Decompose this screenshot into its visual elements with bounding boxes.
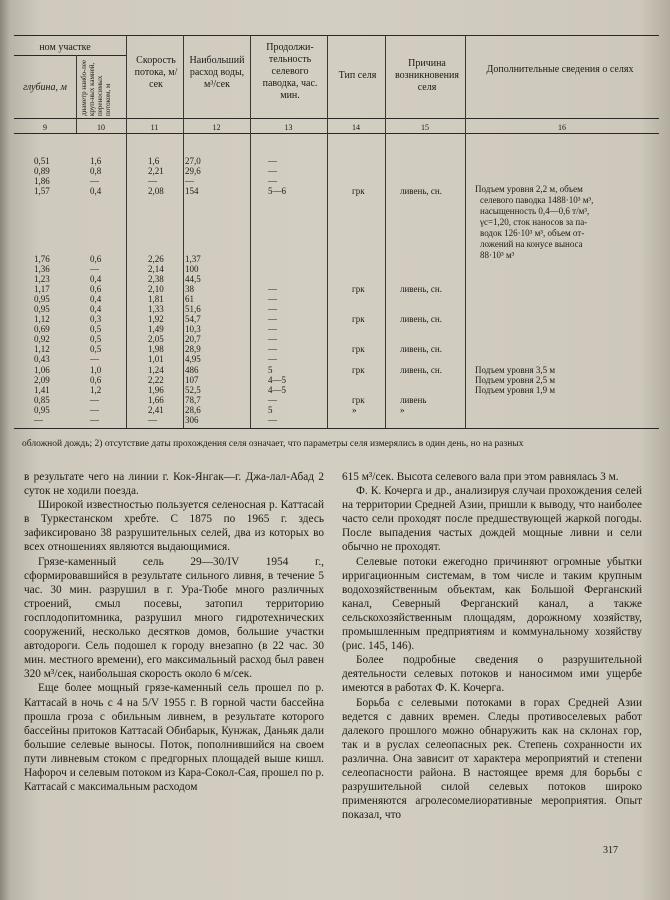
cell-duration: — <box>268 344 277 354</box>
left-column <box>24 470 324 794</box>
cell-cause: ливень, сн. <box>400 284 442 294</box>
cell-cause: » <box>400 405 405 415</box>
cell-type: грк <box>352 284 365 294</box>
cell-speed: 2,14 <box>148 264 164 274</box>
cell-stone-diameter: 0,6 <box>90 254 102 264</box>
table-row <box>0 274 670 284</box>
cell-stone-diameter: 0,4 <box>90 294 102 304</box>
cell-duration: — <box>268 304 277 314</box>
cell-stone-diameter: 0,5 <box>90 334 102 344</box>
cell-duration: 4—5 <box>268 385 286 395</box>
cell-depth: 1,23 <box>34 274 50 284</box>
cell-speed: 2,05 <box>148 334 164 344</box>
cell-speed: 2,26 <box>148 254 164 264</box>
cell-type: грк <box>352 314 365 324</box>
cell-discharge: — <box>185 176 194 186</box>
table-row <box>0 254 670 264</box>
cell-discharge: 4,95 <box>185 354 201 364</box>
cell-extra: Подъем уровня 1,9 м <box>475 385 556 395</box>
column-number: 13 <box>284 123 293 132</box>
column-number: 12 <box>212 123 221 132</box>
cell-discharge: 61 <box>185 294 194 304</box>
note-line: γс=1,20, сток наносов за па- <box>480 217 588 227</box>
cell-duration: — <box>268 324 277 334</box>
cell-depth: 1,12 <box>34 344 50 354</box>
note-line: насыщенность 0,4—0,6 т/м³, <box>480 206 590 216</box>
cell-depth: 1,06 <box>34 365 50 375</box>
cell-extra: Подъем уровня 2,5 м <box>475 375 556 385</box>
note-line: 88·10³ м³ <box>480 250 515 260</box>
cell-stone-diameter: 0,4 <box>90 186 102 196</box>
paragraph: Еще более мощный грязе-каменный сель прошел по р. Каттасай в ночь с 4 на 5/V 1955 г. В горной части бассейна прошла гроза с обильным ливнем, в результате которого бассейны притоков Каттасай Обибарык, Кунжак, Даньяк дали большие селевые выносы. Поток, пополнившийся на своем пути ливневым стоком с предгорных площадей выше кишл. Нафороч и селевым потоком из Кара-Сокол-Сая, прошел по р. Каттасай с максимальным расходом <box>24 682 324 794</box>
cell-stone-diameter: 0,8 <box>90 166 102 176</box>
table-row <box>0 395 670 405</box>
paragraph: Грязе-каменный сель 29—30/IV 1954 г., сформировавшийся в результате сильного ливня, в течение 5 час. 30 мин. разрушил в г. Ура-Тюбе много различных строений, смыл посевы, затопил территорию госплодопитомника, разрушил много гидротехнических сооружений, несколько десятков домов, большие участки автодороги. Сель подошел к городу внезапно (в 22 час. 30 мин. местного времени), его максимальный расход был равен 320 м³/сек, наибольшая скорость около 6 м/сек. <box>24 555 324 681</box>
cell-speed: 1,66 <box>148 395 164 405</box>
paragraph: Ф. К. Кочерга и др., анализируя случаи прохождения селей на территории Средней Азии, пришли к выводу, что наиболее часто сели проходят после предшествующей жаркой погоды. После выпадения частых дождей мощные ливни и сели обычно не проходят. <box>342 485 642 554</box>
right-column <box>342 470 642 822</box>
cell-stone-diameter: 0,5 <box>90 324 102 334</box>
cell-type: » <box>352 405 357 415</box>
cell-discharge: 38 <box>185 284 194 294</box>
cell-speed: 2,41 <box>148 405 164 415</box>
col-divider <box>76 55 77 133</box>
cell-cause: ливень, сн. <box>400 314 442 324</box>
cell-depth: 0,43 <box>34 354 50 364</box>
cell-duration: 5—6 <box>268 186 286 196</box>
note-line: водок 126·10³ м³, объем от- <box>480 228 585 238</box>
column-number: 16 <box>558 123 566 132</box>
cell-duration: 4—5 <box>268 375 286 385</box>
cell-duration: — <box>268 166 277 176</box>
cell-speed: 1,6 <box>148 156 160 166</box>
cell-depth: 0,92 <box>34 334 50 344</box>
cell-stone-diameter: 0,4 <box>90 274 102 284</box>
header-group: ном участке <box>39 42 91 53</box>
table-row <box>0 166 670 176</box>
table-bottom-rule <box>14 428 659 429</box>
paragraph: Широкой известностью пользуется селеносная р. Каттасай в Туркестанском хребте. С 1875 по 1965 г. здесь зафиксировано 38 разрушительных селей, два из которых во всех отношениях являются выдающимися. <box>24 499 324 554</box>
cell-stone-diameter: — <box>90 176 99 186</box>
cell-duration: — <box>268 354 277 364</box>
cell-speed: 1,33 <box>148 304 164 314</box>
cell-extra: Подъем уровня 3,5 м <box>475 365 556 375</box>
paragraph: в результате чего на линии г. Кок-Янгак—г. Джа-лал-Абад 2 суток не ходили поезда. <box>24 471 324 498</box>
cell-discharge: 78,7 <box>185 395 201 405</box>
cell-speed: 2,08 <box>148 186 164 196</box>
cell-depth: 1,86 <box>34 176 50 186</box>
table-row <box>0 415 670 425</box>
cell-speed: 1,49 <box>148 324 164 334</box>
table-row <box>0 344 670 354</box>
header-speed: Скорость потока, м/сек <box>134 55 178 90</box>
cell-type: грк <box>352 365 365 375</box>
cell-duration: 5 <box>268 365 273 375</box>
cell-stone-diameter: 0,6 <box>90 284 102 294</box>
cell-depth: 1,41 <box>34 385 50 395</box>
cell-depth: 0,85 <box>34 395 50 405</box>
cell-duration: — <box>268 156 277 166</box>
paragraph: Селевые потоки ежегодно причиняют огромные убытки ирригационным системам, в том числе и таким крупным водохозяйственным объектам, как Большой Ферганский канал, Северный Ферганский канал, а также сельскохозяйственным площадям, дорожному хозяйству, промышленным предприятиям и коммунальному хозяйству (рис. 145, 146). <box>342 555 642 653</box>
table-row <box>0 324 670 334</box>
cell-type: грк <box>352 186 365 196</box>
header-extra: Дополнительные сведения о селях <box>486 64 634 75</box>
cell-duration: — <box>268 395 277 405</box>
header-cause: Причина возникновения селя <box>395 58 459 93</box>
cell-speed: 2,21 <box>148 166 164 176</box>
page-number: 317 <box>603 845 618 856</box>
note-line: селевого паводка 1488·10³ м³, <box>480 195 594 205</box>
cell-speed: 2,38 <box>148 274 164 284</box>
cell-speed: 1,98 <box>148 344 164 354</box>
cell-type: грк <box>352 344 365 354</box>
column-number: 15 <box>421 123 429 132</box>
cell-discharge: 54,7 <box>185 314 201 324</box>
cell-speed: — <box>148 415 157 425</box>
cell-speed: 1,01 <box>148 354 164 364</box>
colnum-bottom-rule <box>14 133 659 134</box>
cell-stone-diameter: — <box>90 415 99 425</box>
cell-stone-diameter: — <box>90 405 99 415</box>
cell-speed: 1,96 <box>148 385 164 395</box>
cell-duration: — <box>268 284 277 294</box>
cell-depth: 0,69 <box>34 324 50 334</box>
cell-duration: 5 <box>268 405 273 415</box>
cell-depth: 0,95 <box>34 304 50 314</box>
cell-discharge: 100 <box>185 264 199 274</box>
note-line: ложений на конусе выноса <box>480 239 583 249</box>
cell-discharge: 486 <box>185 365 199 375</box>
cell-speed: 2,22 <box>148 375 164 385</box>
cell-type: грк <box>352 395 365 405</box>
cell-depth: 0,95 <box>34 405 50 415</box>
cell-speed: 1,81 <box>148 294 164 304</box>
table-footnote: обложной дождь; 2) отсутствие даты прохождения селя означает, что параметры селя измерялись в один день, но на разных <box>22 439 524 449</box>
column-number: 9 <box>43 123 47 132</box>
cell-cause: ливень, сн. <box>400 344 442 354</box>
header-bottom-rule <box>14 118 659 119</box>
cell-cause: ливень <box>400 395 427 405</box>
header-depth: глубина, м <box>23 82 67 93</box>
cell-discharge: 27,0 <box>185 156 201 166</box>
cell-discharge: 52,5 <box>185 385 201 395</box>
cell-depth: 0,51 <box>34 156 50 166</box>
column-number: 10 <box>97 123 105 132</box>
cell-discharge: 51,6 <box>185 304 201 314</box>
cell-stone-diameter: — <box>90 354 99 364</box>
cell-discharge: 10,3 <box>185 324 201 334</box>
table-row <box>0 314 670 324</box>
cell-depth: 0,89 <box>34 166 50 176</box>
cell-duration: — <box>268 334 277 344</box>
table-row <box>0 354 670 364</box>
cell-discharge: 44,5 <box>185 274 201 284</box>
cell-stone-diameter: 0,5 <box>90 344 102 354</box>
cell-duration: — <box>268 415 277 425</box>
cell-discharge: 29,6 <box>185 166 201 176</box>
cell-cause: ливень, сн. <box>400 186 442 196</box>
header-stones: диаметр наибо-лее круп-ных камней, переносимых потоком, м <box>80 59 112 116</box>
cell-speed: 2,10 <box>148 284 164 294</box>
table-row <box>0 385 670 395</box>
paragraph: Борьба с селевыми потоками в горах Средней Азии ведется с давних времен. Следы противоселевых работ далекого прошлого можно обнаружить как на склонах гор, так и в руслах селеопасных рек. Степень сохранности их различна. Она зависит от характера мероприятий и степени селеопасности района. В настоящее время для борьбы с разрушительной силой селевых потоков широко применяются агролесомелиоративные мероприятия. Опыт показал, что <box>342 696 642 822</box>
cell-stone-diameter: 1,2 <box>90 385 102 395</box>
paragraph: Более подробные сведения о разрушительной деятельности селевых потоков и наносимом ими ущербе имеются в работах Ф. К. Кочерга. <box>342 654 642 695</box>
table-row <box>0 365 670 375</box>
cell-stone-diameter: 1,0 <box>90 365 102 375</box>
cell-depth: 1,17 <box>34 284 50 294</box>
cell-discharge: 107 <box>185 375 199 385</box>
cell-speed: 1,92 <box>148 314 164 324</box>
table-row <box>0 156 670 166</box>
cell-discharge: 154 <box>185 186 199 196</box>
table-row <box>0 304 670 314</box>
cell-duration: — <box>268 176 277 186</box>
paragraph: 615 м³/сек. Высота селевого вала при этом равнялась 3 м. <box>342 471 619 483</box>
header-type: Тип селя <box>338 70 377 81</box>
cell-depth: 0,95 <box>34 294 50 304</box>
cell-depth: 1,76 <box>34 254 50 264</box>
table-row <box>0 375 670 385</box>
cell-depth: — <box>34 415 43 425</box>
cell-duration: — <box>268 294 277 304</box>
cell-stone-diameter: 0,3 <box>90 314 102 324</box>
table-row <box>0 284 670 294</box>
cell-stone-diameter: 0,6 <box>90 375 102 385</box>
cell-stone-diameter: 0,4 <box>90 304 102 314</box>
cell-stone-diameter: 1,6 <box>90 156 102 166</box>
header-duration: Продолжи-тельность селевого паводка, час. мин. <box>262 42 318 101</box>
cell-depth: 2,09 <box>34 375 50 385</box>
cell-depth: 1,57 <box>34 186 50 196</box>
cell-speed: — <box>148 176 157 186</box>
table-row <box>0 334 670 344</box>
table-top-rule <box>14 35 659 36</box>
cell-discharge: 1,37 <box>185 254 201 264</box>
note-line: Подъем уровня 2,2 м, объем <box>475 184 583 194</box>
cell-discharge: 28,9 <box>185 344 201 354</box>
cell-cause: ливень, сн. <box>400 365 442 375</box>
cell-speed: 1,24 <box>148 365 164 375</box>
column-number: 14 <box>352 123 360 132</box>
cell-duration: — <box>268 314 277 324</box>
cell-depth: 1,36 <box>34 264 50 274</box>
cell-discharge: 28,6 <box>185 405 201 415</box>
cell-discharge: 20,7 <box>185 334 201 344</box>
table-row <box>0 294 670 304</box>
header-discharge: Наибольший расход воды, м³/сек <box>189 55 245 90</box>
column-number: 11 <box>150 123 159 132</box>
cell-depth: 1,12 <box>34 314 50 324</box>
cell-discharge: 306 <box>185 415 199 425</box>
table-row <box>0 264 670 274</box>
cell-stone-diameter: — <box>90 395 99 405</box>
cell-stone-diameter: — <box>90 264 99 274</box>
table-row <box>0 405 670 415</box>
